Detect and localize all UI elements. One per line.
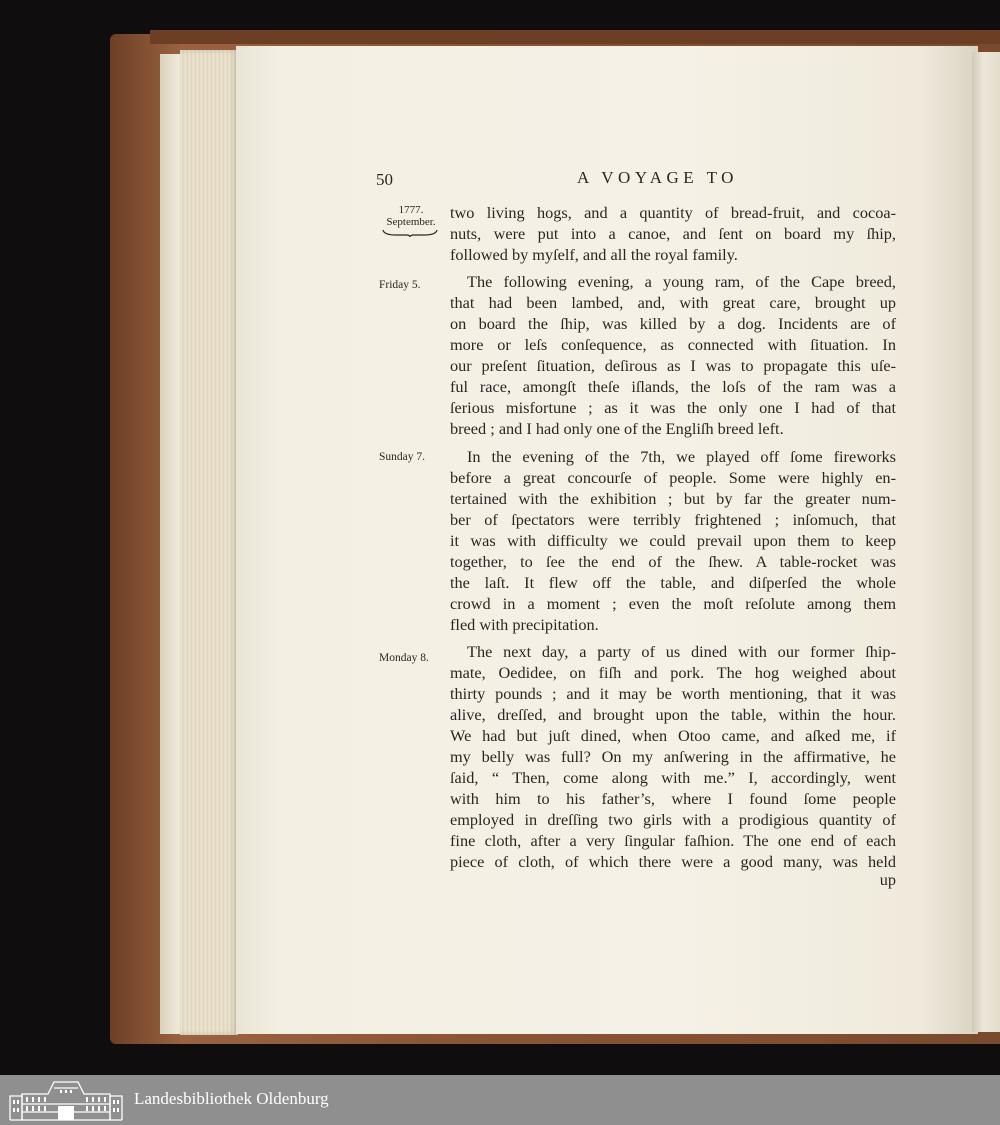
text-line: our preſent ſituation, deſirous as I was to propagate this uſe- — [450, 356, 896, 375]
margin-month: September. — [386, 216, 436, 228]
cover-top-edge — [150, 30, 1000, 44]
text-line: on board the ſhip, was killed by a dog. Incidents are of — [450, 314, 896, 333]
text-line: ſaid, “ Then, come along with me.” I, accordingly, went — [450, 768, 896, 787]
text-line: alive, dreſſed, and brought upon the table, within the hour. — [450, 705, 896, 724]
text-line: ful race, amongſt theſe iſlands, the loſs of the ram was a — [450, 377, 896, 396]
text-line: with him to his father’s, where I found ſome people — [450, 789, 896, 808]
text-line: ſerious misfortune ; as it was the only one I had of that — [450, 398, 896, 417]
text-line: tertained with the exhibition ; but by far the greater num- — [450, 489, 896, 508]
text-line: two living hogs, and a quantity of bread-fruit, and cocoa- — [450, 203, 896, 222]
page-number: 50 — [376, 170, 393, 189]
text-line: thirty pounds ; and it may be worth mentioning, that it was — [450, 684, 896, 703]
text-line: nuts, were put into a canoe, and ſent on board my ſhip, — [450, 224, 896, 243]
library-building-logo-icon — [8, 1078, 124, 1122]
margin-note-monday: Monday 8. — [379, 652, 429, 664]
text-line: before a great concourſe of people. Some were highly en- — [450, 468, 896, 487]
library-name: Landesbibliothek Oldenburg — [134, 1089, 329, 1108]
text-line: more or leſs conſequence, as connected with ſituation. In — [450, 335, 896, 354]
text-line: piece of cloth, of which there were a good many, was held — [450, 852, 896, 871]
text-line: In the evening of the 7th, we played off ſome fireworks — [467, 447, 896, 466]
margin-brace-icon — [382, 229, 438, 237]
text-line: crowd in a moment ; even the moſt reſolute among them — [450, 594, 896, 613]
running-head: A VOYAGE TO — [577, 168, 738, 187]
facing-page-edge — [972, 52, 1000, 1032]
text-line: together, to ſee the end of the ſhew. A table-rocket was — [450, 552, 896, 571]
catchword: up — [879, 870, 896, 889]
text-line: The next day, a party of us dined with our former ſhip- — [467, 642, 896, 661]
text-line: We had but juſt dined, when Otoo came, and aſked me, if — [450, 726, 896, 745]
text-line: ber of ſpectators were terribly frightened ; inſomuch, that — [450, 510, 896, 529]
text-line: followed by myſelf, and all the royal family. — [450, 245, 738, 264]
text-line: The following evening, a young ram, of the Cape breed, — [467, 272, 896, 291]
text-line: breed ; and I had only one of the Engliſh breed left. — [450, 419, 784, 438]
text-line: fled with precipitation. — [450, 615, 599, 634]
margin-note-friday: Friday 5. — [379, 279, 421, 291]
text-line: that had been lambed, and, with great care, brought up — [450, 293, 896, 312]
margin-note-sunday: Sunday 7. — [379, 451, 425, 463]
margin-date — [378, 204, 444, 228]
text-line: mate, Oedidee, on fiſh and pork. The hog weighed about — [450, 663, 896, 682]
margin-year: 1777. — [398, 204, 424, 216]
text-line: employed in dreſſing two girls with a prodigious quantity of — [450, 810, 896, 829]
text-line: fine cloth, after a very ſingular faſhion. The one end of each — [450, 831, 896, 850]
page-stack-edges — [180, 50, 238, 1035]
text-line: my belly was full? On my anſwering in the affirmative, he — [450, 747, 896, 766]
text-line: it was with difficulty we could prevail upon them to keep — [450, 531, 896, 550]
text-line: the laſt. It flew off the table, and diſperſed the whole — [450, 573, 896, 592]
